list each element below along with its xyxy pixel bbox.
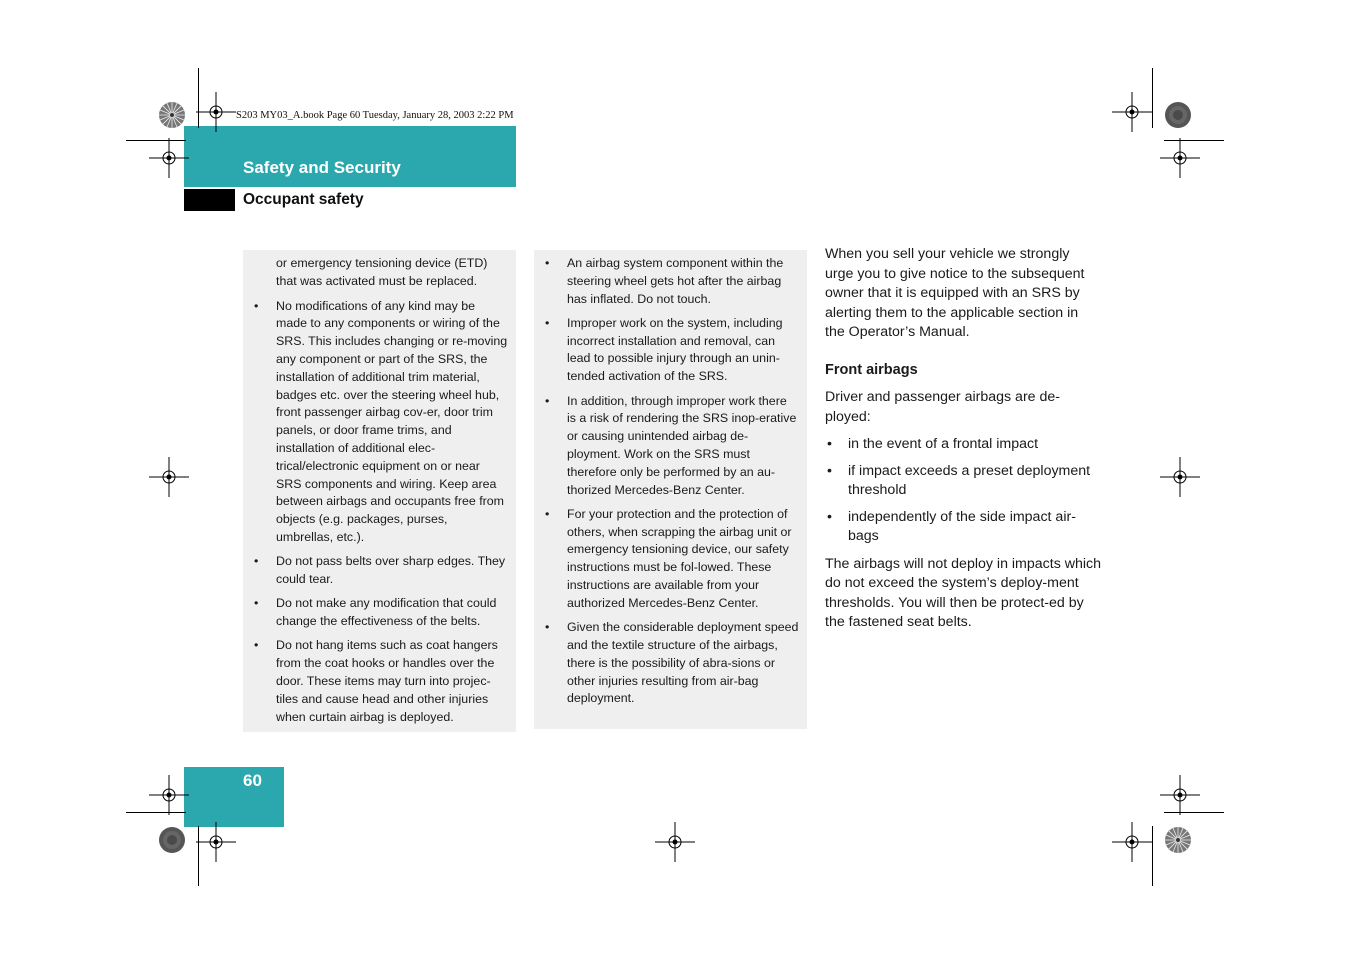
front-airbags-heading: Front airbags	[825, 361, 918, 378]
bullet-icon: •	[545, 620, 550, 635]
warning-box-1	[243, 250, 516, 732]
bullet-icon: •	[254, 298, 259, 313]
closing-paragraph: The airbags will not deploy in impacts which do not exceed the system’s deploy-ment thresholds. You will then be protect-ed by the fastened seat belts.	[825, 555, 1101, 630]
registration-crosshair-icon	[1112, 92, 1152, 132]
bullet-icon: •	[827, 436, 832, 452]
subsection-marker	[184, 189, 235, 211]
page-number-box	[184, 767, 284, 827]
crop-mark	[1152, 826, 1153, 886]
density-target-icon	[1164, 101, 1192, 129]
list-item: • Do not make any modification that could change the effectiveness of the belts.	[254, 596, 497, 629]
density-target-icon	[158, 826, 186, 854]
bullet-icon: •	[254, 596, 259, 611]
intro-paragraph: When you sell your vehicle we strongly urge you to give notice to the subsequent owner that it is equipped with an SRS by alerting them to the applicable section in the Operator’s Manual.	[825, 246, 1085, 340]
subsection-title: Occupant safety	[243, 191, 364, 208]
warning-box-2	[534, 250, 807, 729]
registration-crosshair-icon	[149, 457, 189, 497]
page-number: 60	[243, 771, 262, 790]
starburst-target-icon	[1164, 826, 1192, 854]
section-title: Safety and Security	[243, 158, 401, 177]
list-item: • Do not pass belts over sharp edges. They could tear.	[254, 554, 506, 587]
bullet-icon: •	[545, 393, 550, 408]
print-header: S203 MY03_A.book Page 60 Tuesday, January 28, 2003 2:22 PM	[236, 110, 514, 121]
bullet-icon: •	[254, 554, 259, 569]
registration-crosshair-icon	[1112, 822, 1152, 862]
lead-paragraph: Driver and passenger airbags are de-ployed:	[825, 389, 1061, 425]
list-item: • if impact exceeds a preset deployment threshold	[827, 462, 1091, 498]
registration-crosshair-icon	[149, 775, 189, 815]
list-item: • in the event of a frontal impact	[825, 435, 1101, 455]
bullet-icon: •	[545, 506, 550, 521]
bullet-icon: •	[827, 462, 832, 479]
registration-crosshair-icon	[149, 138, 189, 178]
list-item: • Do not hang items such as coat hangers from the coat hooks or handles over the door. These items may turn into projec-tiles and cause head and other injuries when curtain airbag is deployed.	[254, 638, 498, 724]
list-item: • In addition, through improper work there is a risk of rendering the SRS inop-erative or causing unintended airbag de-ployment. Work on the SRS must therefore only be performed by an au-thorized Mercedes-Benz Center.	[545, 393, 797, 497]
registration-crosshair-icon	[1160, 775, 1200, 815]
list-item: • For your protection and the protection of others, when scrapping the airbag unit or emergency tensioning device, our safety instructions must be fol-lowed. These instructions are available from your authorized Mercedes-Benz Center.	[545, 506, 792, 610]
bullet-icon: •	[827, 508, 832, 525]
bullet-icon: •	[254, 638, 259, 653]
crop-mark	[1152, 68, 1153, 128]
list-item: • An airbag system component within the steering wheel gets hot after the airbag has inflated. Do not touch.	[545, 256, 784, 306]
registration-crosshair-icon	[196, 822, 236, 862]
list-item: • No modifications of any kind may be made to any components or wiring of the SRS. This includes changing or re-moving any component or part of the SRS, the installation of additional trim material, badges etc. over the steering wheel hub, front passenger airbag cov-er, door trim panels, or door frame trims, and installation of additional elec-trical/electronic equipment on or near SRS components and wiring. Keep area between airbags and occupants free from objects (e.g. packages, purses, umbrellas, etc.).	[254, 298, 508, 544]
continuation-text: or emergency tensioning device (ETD) that was activated must be replaced.	[276, 256, 488, 288]
main-text-column	[825, 245, 1101, 651]
list-item: • independently of the side impact air-bags	[827, 508, 1076, 544]
bullet-icon: •	[545, 256, 550, 270]
bullet-list-2	[534, 255, 799, 708]
deployment-list	[825, 435, 1101, 547]
registration-crosshair-icon	[1160, 138, 1200, 178]
registration-crosshair-icon	[655, 822, 695, 862]
list-item: • Given the considerable deployment speed and the textile structure of the airbags, there is the possibility of abra-sions or other injuries resulting from air-bag deployment.	[545, 620, 799, 706]
starburst-target-icon	[158, 101, 186, 129]
registration-crosshair-icon	[1160, 457, 1200, 497]
registration-crosshair-icon	[196, 92, 236, 132]
bullet-list-1	[243, 298, 508, 727]
bullet-icon: •	[545, 315, 550, 330]
list-item: • Improper work on the system, including incorrect installation and removal, can lead to possible injury through an unin-tended activation of the SRS.	[545, 315, 783, 384]
